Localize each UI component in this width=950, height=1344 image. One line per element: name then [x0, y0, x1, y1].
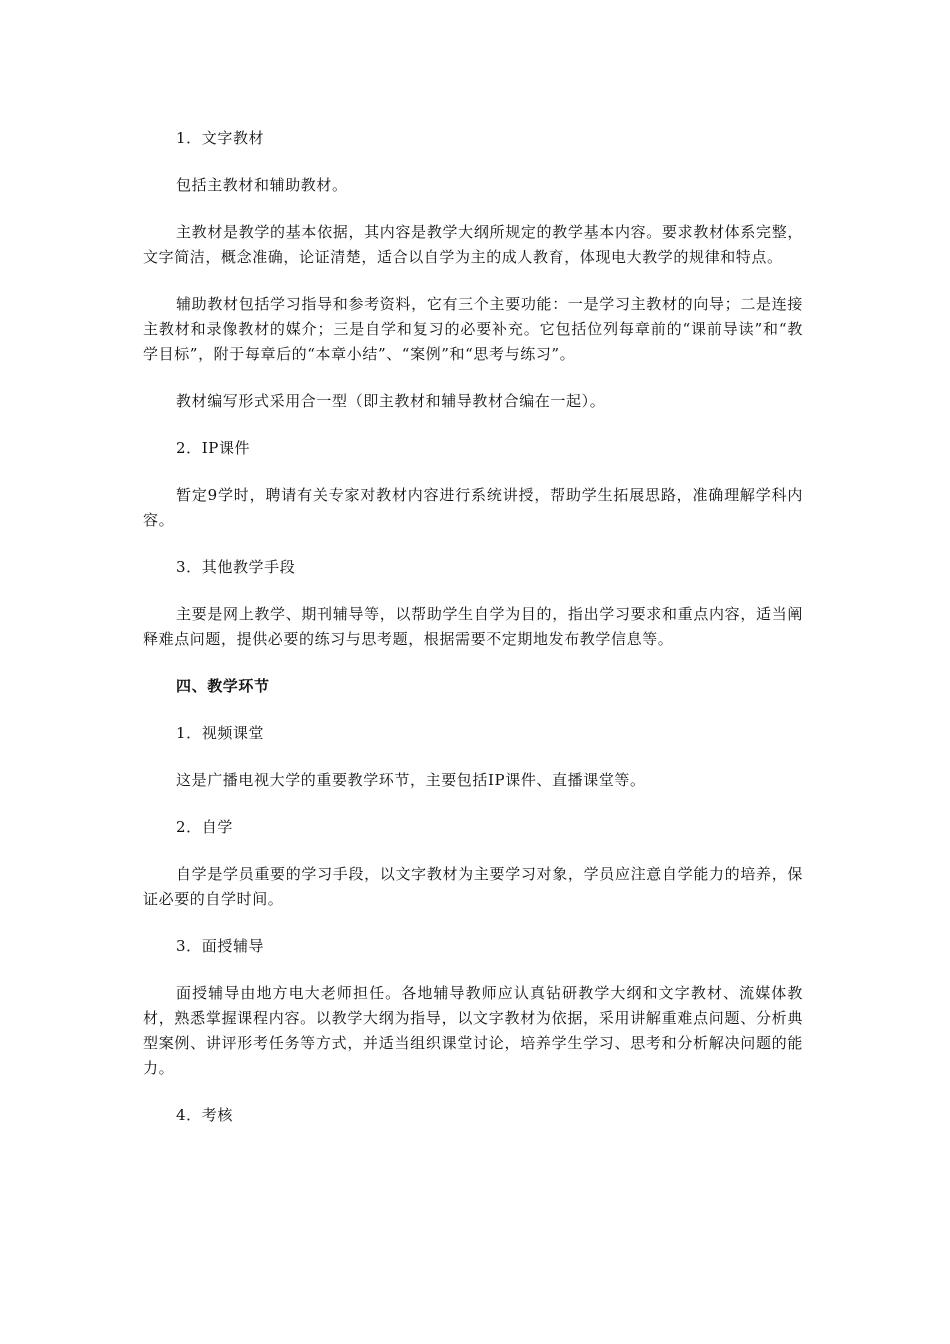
paragraph: 主教材是教学的基本依据，其内容是教学大纲所规定的教学基本内容。要求教材体系完整，文字简洁，概念准确，论证清楚，适合以自学为主的成人教育，体现电大教学的规律和特点。 [143, 223, 803, 266]
subheading-video-class: 1．视频课堂 [176, 724, 265, 742]
subheading-assessment: 4．考核 [176, 1106, 233, 1124]
subheading-self-study: 2．自学 [176, 818, 233, 836]
subheading-text-materials: 1．文字教材 [176, 129, 265, 147]
subheading-other-means: 3．其他教学手段 [176, 558, 296, 576]
section-heading-teaching-links: 四、教学环节 [176, 677, 270, 695]
subheading-ip-courseware: 2．IP课件 [176, 439, 251, 457]
paragraph: 暂定9学时，聘请有关专家对教材内容进行系统讲授，帮助学生拓展思路，准确理解学科内容。 [143, 486, 803, 529]
paragraph: 主要是网上教学、期刊辅导等，以帮助学生自学为目的，指出学习要求和重点内容，适当阐释难点问题，提供必要的练习与思考题，根据需要不定期地发布教学信息等。 [143, 605, 803, 648]
subheading-tutoring: 3．面授辅导 [176, 937, 265, 955]
paragraph: 这是广播电视大学的重要教学环节，主要包括IP课件、直播课堂等。 [176, 771, 646, 789]
document-page [143, 126, 803, 1128]
paragraph: 面授辅导由地方电大老师担任。各地辅导教师应认真钻研教学大纲和文字教材、流媒体教材，熟悉掌握课程内容。以教学大纲为指导，以文字教材为依据，采用讲解重难点问题、分析典型案例、讲评形考任务等方式，并适当组织课堂讨论，培养学生学习、思考和分析解决问题的能力。 [143, 984, 803, 1077]
paragraph: 自学是学员重要的学习手段，以文字教材为主要学习对象，学员应注意自学能力的培养，保证必要的自学时间。 [143, 865, 803, 908]
paragraph: 教材编写形式采用合一型（即主教材和辅导教材合编在一起）。 [176, 392, 606, 410]
paragraph: 包括主教材和辅助教材。 [176, 176, 348, 194]
paragraph: 辅助教材包括学习指导和参考资料，它有三个主要功能：一是学习主教材的向导；二是连接主教材和录像教材的媒介；三是自学和复习的必要补充。它包括位列每章前的“课前导读”和“教学目标”，附于每章后的“本章小结”、“案例”和“思考与练习”。 [143, 295, 803, 363]
